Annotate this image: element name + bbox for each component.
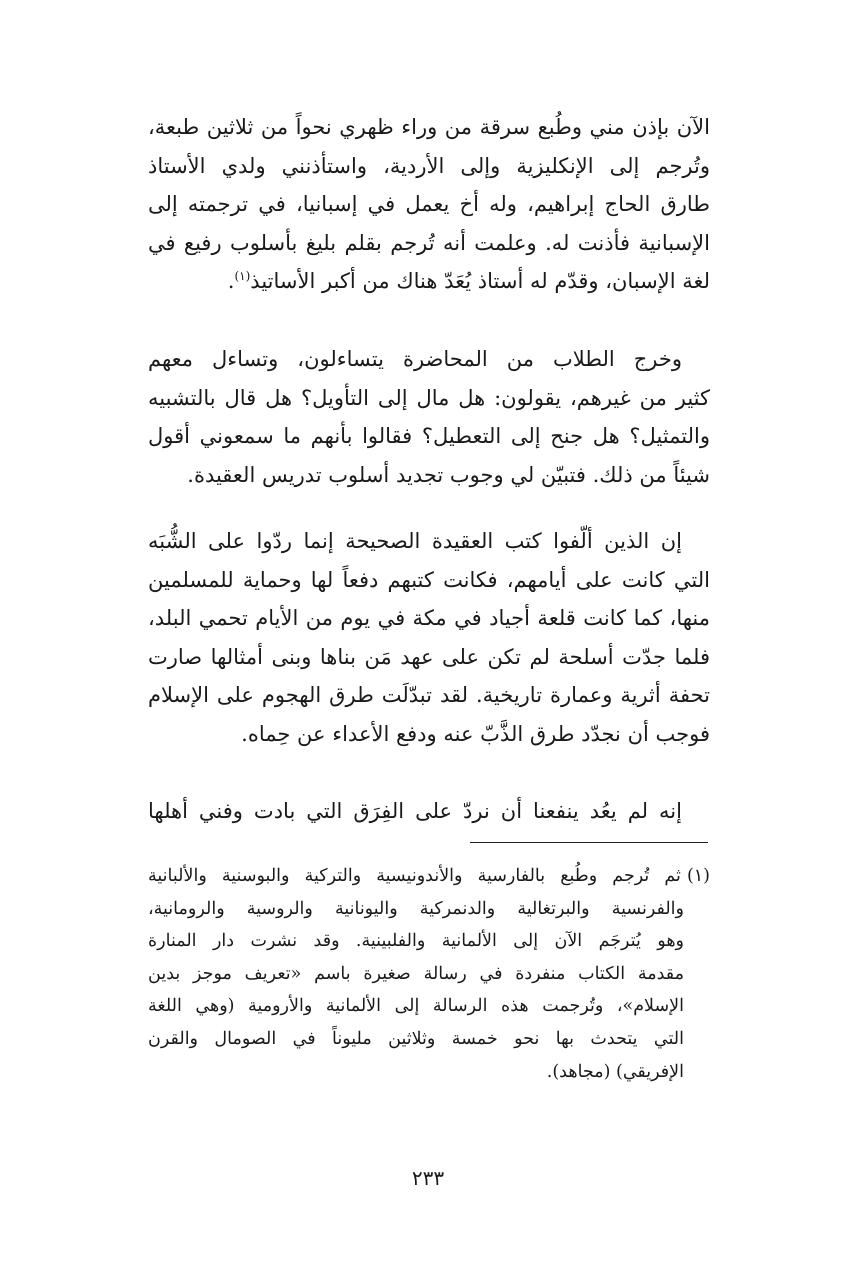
- body-line: إنه لم يعُد ينفعنا أن نردّ على الفِرَق التي بادت وفني أهلها: [148, 799, 682, 823]
- footnote-line: التي يتحدث بها نحو خمسة وثلاثين مليوناً في الصومال والقرن: [148, 1028, 684, 1049]
- body-line: الإسبانية فأذنت له. وعلمت أنه تُرجم بقلم بليغ بأسلوب رفيع في: [148, 230, 710, 255]
- body-line-text: لغة الإسبان، وقدّم له أستاذ يُعَدّ هناك من أكبر الأساتيذ: [250, 269, 710, 293]
- body-line: وتُرجم إلى الإنكليزية وإلى الأردية، واستأذنني ولدي الأستاذ: [148, 153, 710, 178]
- footnote-line: [148, 860, 710, 893]
- footnote-line: مقدمة الكتاب منفردة في رسالة صغيرة باسم «تعريف موجز بدين: [148, 963, 684, 984]
- footnote-reference[interactable]: (١): [234, 269, 251, 283]
- footnote-separator: [470, 842, 708, 843]
- body-line: فلما جدّت أسلحة لم تكن على عهد مَن بناها وبنى أمثالها صارت: [148, 644, 710, 669]
- body-line: وخرج الطلاب من المحاضرة يتساءلون، وتساءل معهم: [148, 347, 682, 371]
- footnote-marker: (١): [686, 866, 710, 886]
- footnote-line: وهو يُترجَم الآن إلى الألمانية والفلبينية. وقد نشرت دار المنارة: [148, 931, 684, 952]
- footnote: [148, 860, 710, 1088]
- body-line: التي كانت على أيامهم، فكانت كتبهم دفعاً لها وحماية للمسلمين: [148, 567, 710, 592]
- paragraph-1: [148, 108, 710, 301]
- body-line: والتمثيل؟ هل جنح إلى التعطيل؟ فقالوا بأنهم ما سمعوني أقول: [148, 424, 710, 448]
- body-line: طارق الحاج إبراهيم، وله أخ يعمل في إسبانيا، في ترجمته إلى: [148, 192, 710, 216]
- body-line: الآن بإذن مني وطُبع سرقة من وراء ظهري نحواً من ثلاثين طبعة،: [148, 115, 710, 139]
- footnote-line: والفرنسية والبرتغالية والدنمركية واليونانية والروسية والرومانية،: [148, 898, 684, 919]
- body-line: إن الذين ألّفوا كتب العقيدة الصحيحة إنما ردّوا على الشُّبَه: [148, 529, 682, 553]
- footnote-line: الإفريقي) (مجاهد).: [546, 1061, 684, 1082]
- paragraph-2: [148, 340, 710, 494]
- body-line: تحفة أثرية وعمارة تاريخية. لقد تبدّلَت طرق الهجوم على الإسلام: [148, 683, 710, 707]
- paragraph-3: [148, 522, 710, 753]
- body-line: فوجب أن نجدّد طرق الذَّبّ عنه ودفع الأعداء عن حِماه.: [241, 721, 710, 746]
- body-line: شيئاً من ذلك. فتبيّن لي وجوب تجديد أسلوب تدريس العقيدة.: [187, 462, 710, 487]
- body-line: كثير من غيرهم، يقولون: هل مال إلى التأويل؟ هل قال بالتشبيه: [148, 385, 710, 410]
- paragraph-4: [148, 792, 710, 831]
- body-line: [148, 262, 710, 301]
- body-line: منها، كما كانت قلعة أجياد في مكة في يوم من الأيام تحمي البلد،: [148, 606, 710, 630]
- footnote-line-text: ثم تُرجم وطُبع بالفارسية والأندونيسية والتركية والبوسنية والألبانية: [148, 866, 681, 886]
- page-number: ٢٣٣: [411, 1166, 445, 1190]
- footnote-line: الإسلام»، وتُرجمت هذه الرسالة إلى الألمانية والأرومية (وهي اللغة: [148, 996, 684, 1017]
- line-tail-punctuation: .: [227, 269, 235, 293]
